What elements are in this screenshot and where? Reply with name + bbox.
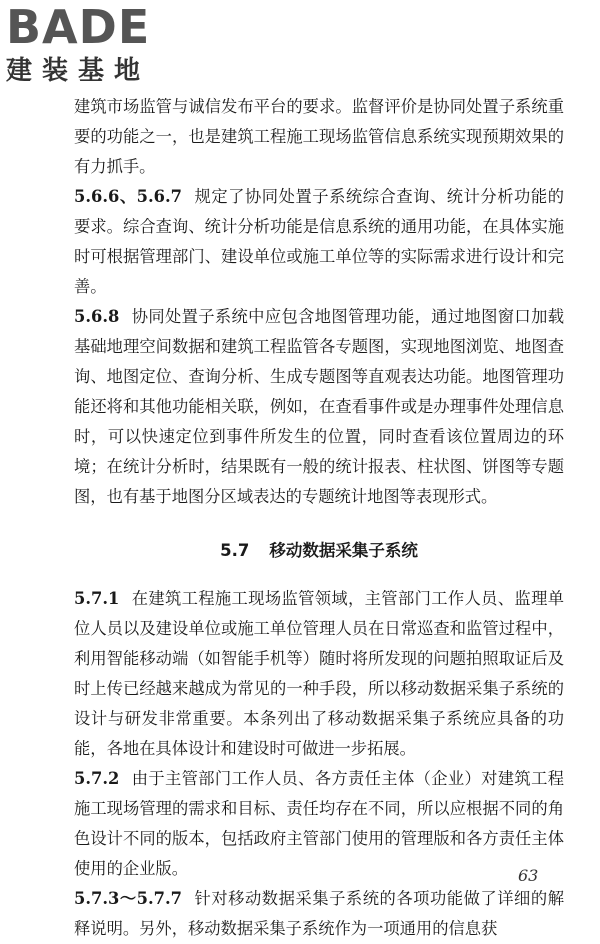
page-number: 63 [518,866,539,885]
clause-5-6-6-5-6-7 [74,182,564,302]
clause-number: 5.6.8 [74,307,120,326]
clause-text: 在建筑工程施工现场监管领域，主管部门工作人员、监理单位人员以及建设单位或施工单位管理人员在日常巡查和监管过程中，利用智能移动端（如智能手机等）随时将所发现的问题拍照取证后及时上传已经越来越成为常见的一种手段，所以移动数据采集子系统的设计与研发非常重要。本条列出了移动数据采集子系统应具备的功能，各地在具体设计和建设时可做进一步拓展。 [74,589,564,758]
clause-text: 由于主管部门工作人员、各方责任主体（企业）对建筑工程施工现场管理的需求和目标、责任均存在不同，所以应根据不同的角色设计不同的版本，包括政府主管部门使用的管理版和各方责任主体使用的企业版。 [74,769,564,878]
clause-number: 5.7.1 [74,589,120,608]
section-heading [74,536,564,566]
logo [6,0,176,86]
clause-5-6-8 [74,302,564,512]
clause-5-7-2 [74,764,564,884]
clause-text: 针对移动数据采集子系统的各项功能做了详细的解释说明。另外，移动数据采集子系统作为一项通用的信息获 [74,889,564,938]
clause-number: 5.6.6、5.6.7 [74,187,182,206]
logo-wordmark: BADE [6,0,151,54]
clause-5-7-1 [74,584,564,764]
section-title: 移动数据采集子系统 [269,541,418,560]
clause-number: 5.7.3～5.7.7 [74,889,182,908]
clause-text: 规定了协同处置子系统综合查询、统计分析功能的要求。综合查询、统计分析功能是信息系统的通用功能，在具体实施时可根据管理部门、建设单位或施工单位等的实际需求进行设计和完善。 [74,187,564,296]
paragraph-continuation [74,92,564,182]
page-body [74,92,564,944]
section-number: 5.7 [220,541,250,560]
clause-5-7-3-5-7-7 [74,884,564,944]
logo-subtitle: 建装基地 [6,56,151,86]
clause-number: 5.7.2 [74,769,120,788]
paragraph-text: 建筑市场监管与诚信发布平台的要求。监督评价是协同处置子系统重要的功能之一，也是建筑工程施工现场监管信息系统实现预期效果的有力抓手。 [74,97,564,176]
clause-text: 协同处置子系统中应包含地图管理功能，通过地图窗口加载基础地理空间数据和建筑工程监管各专题图，实现地图浏览、地图查询、地图定位、查询分析、生成专题图等直观表达功能。地图管理功能还将和其他功能相关联，例如，在查看事件或是办理事件处理信息时，可以快速定位到事件所发生的位置，同时查看该位置周边的环境；在统计分析时，结果既有一般的统计报表、柱状图、饼图等专题图，也有基于地图分区域表达的专题统计地图等表现形式。 [74,307,564,506]
